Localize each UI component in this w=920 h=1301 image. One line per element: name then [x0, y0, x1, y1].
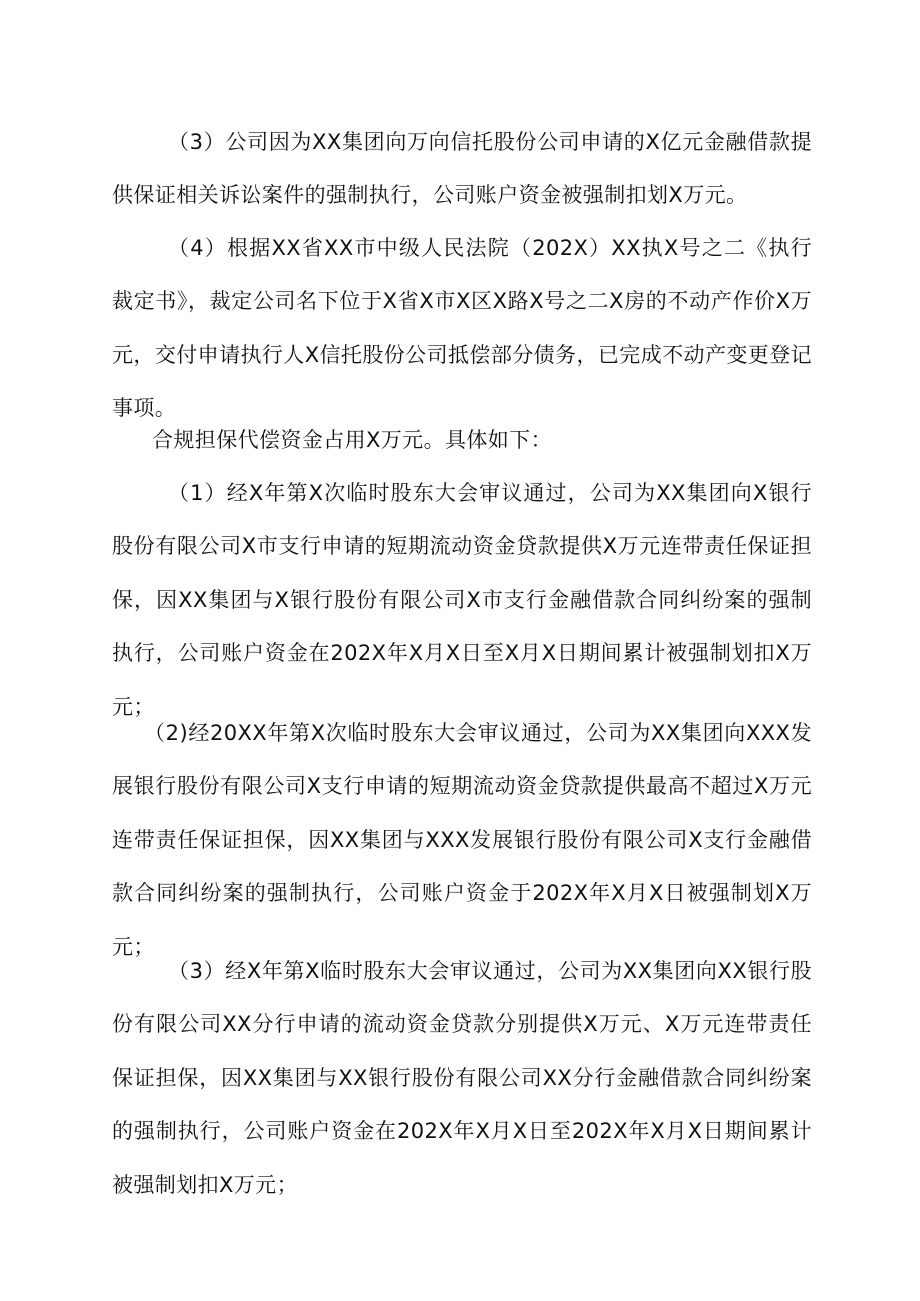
- paragraph-item-1: （1）经X年第X次临时股东大会审议通过，公司为XX集团向X银行股份有限公司X市支行申请的短期流动资金贷款提供X万元连带责任保证担保，因XX集团与X银行股份有限公司X市支行金融借款合同纠纷案的强制执行，公司账户资金在202X年X月X日至X月X日期间累计被强制划扣X万元；: [112, 481, 812, 719]
- paragraph-court-ruling-4: （4）根据XX省XX市中级人民法院（202X）XX执X号之二《执行裁定书》，裁定公司名下位于X省X市X区X路X号之二X房的不动产作价X万元，交付申请执行人X信托股份公司抵偿部分债务，已完成不动产变更登记事项。: [112, 236, 812, 421]
- paragraph-guarantee-3: （3）公司因为XX集团向万向信托股份公司申请的X亿元金融借款提供保证相关诉讼案件的强制执行，公司账户资金被强制扣划X万元。: [112, 130, 812, 208]
- paragraph-item-3: （3）经X年第X临时股东大会审议通过，公司为XX集团向XX银行股份有限公司XX分行申请的流动资金贷款分别提供X万元、X万元连带责任保证担保，因XX集团与XX银行股份有限公司XX分行金融借款合同纠纷案的强制执行，公司账户资金在202X年X月X日至202X年X月X日期间累计被强制划扣X万元；: [112, 959, 812, 1197]
- paragraph-item-2: （2)经20XX年第X次临时股东大会审议通过，公司为XX集团向XXX发展银行股份有限公司X支行申请的短期流动资金贷款提供最高不超过X万元连带责任保证担保，因XX集团与XXX发展银行股份有限公司X支行金融借款合同纠纷案的强制执行，公司账户资金于202X年X月X日被强制划X万元；: [112, 721, 812, 959]
- paragraph-compensation-summary: 合规担保代偿资金占用X万元。具体如下：: [152, 428, 552, 452]
